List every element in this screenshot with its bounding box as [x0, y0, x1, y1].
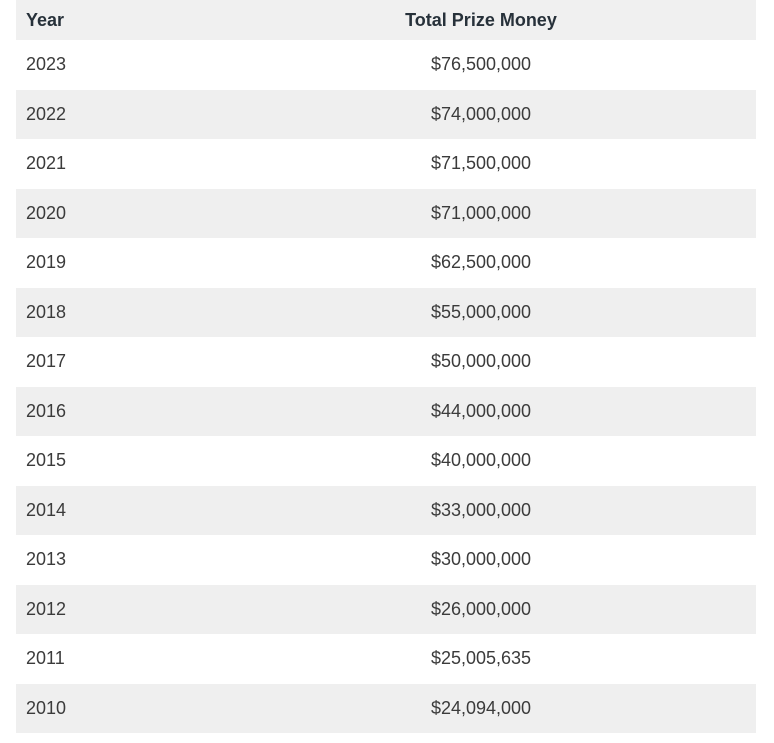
year-cell: 2016: [26, 400, 67, 421]
prize-cell: $40,000,000: [430, 450, 532, 471]
table-row: [16, 337, 756, 387]
table-header: [16, 0, 756, 40]
table-row: [16, 535, 756, 585]
prize-cell: $33,000,000: [430, 499, 532, 520]
year-cell: 2015: [26, 450, 67, 471]
prize-cell: $62,500,000: [430, 252, 532, 273]
prize-cell: $44,000,000: [430, 400, 532, 421]
table-row: [16, 90, 756, 140]
table-body: [16, 40, 756, 733]
year-cell: 2021: [26, 153, 67, 174]
year-cell: 2010: [26, 697, 67, 718]
year-cell: 2018: [26, 301, 67, 322]
table-row: [16, 387, 756, 437]
year-cell: 2013: [26, 549, 67, 570]
table-row: [16, 684, 756, 734]
table-row: [16, 139, 756, 189]
table-row: [16, 436, 756, 486]
table-row: [16, 288, 756, 338]
year-cell: 2020: [26, 202, 67, 223]
year-cell: 2011: [26, 648, 65, 669]
prize-money-table: [16, 0, 756, 733]
table-header-row: [16, 0, 756, 40]
prize-cell: $26,000,000: [430, 598, 532, 619]
prize-cell: $25,005,635: [430, 648, 532, 669]
column-header-total-prize-money: Total Prize Money: [405, 9, 557, 30]
year-cell: 2017: [26, 351, 67, 372]
prize-cell: $76,500,000: [430, 54, 532, 75]
year-cell: 2022: [26, 103, 67, 124]
table-row: [16, 585, 756, 635]
prize-cell: $71,000,000: [430, 202, 532, 223]
prize-cell: $71,500,000: [430, 153, 532, 174]
table-row: [16, 634, 756, 684]
prize-cell: $30,000,000: [430, 549, 532, 570]
prize-cell: $24,094,000: [430, 697, 532, 718]
year-cell: 2023: [26, 54, 67, 75]
year-cell: 2012: [26, 598, 67, 619]
prize-cell: $74,000,000: [430, 103, 532, 124]
year-cell: 2014: [26, 499, 67, 520]
prize-cell: $55,000,000: [430, 301, 532, 322]
year-cell: 2019: [26, 252, 67, 273]
table-row: [16, 40, 756, 90]
prize-money-table-container: [16, 0, 746, 733]
table-row: [16, 238, 756, 288]
column-header-year: Year: [26, 9, 65, 30]
table-row: [16, 189, 756, 239]
table-row: [16, 486, 756, 536]
prize-cell: $50,000,000: [430, 351, 532, 372]
